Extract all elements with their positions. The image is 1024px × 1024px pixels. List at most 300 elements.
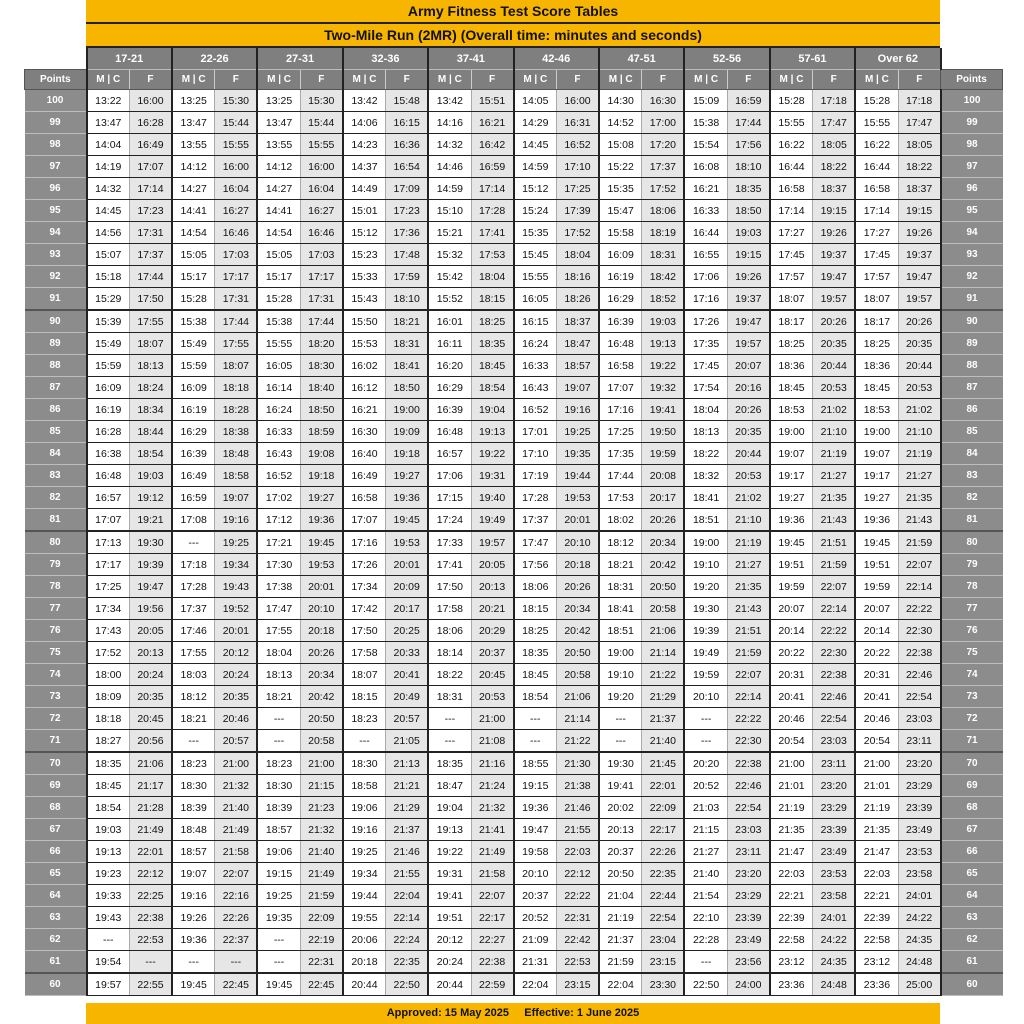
female-time-cell: 21:37 bbox=[386, 819, 428, 841]
male-combined-time-cell: 19:10 bbox=[684, 554, 727, 576]
female-time-cell: 19:45 bbox=[300, 531, 342, 554]
points-cell: 68 bbox=[25, 797, 87, 819]
male-combined-time-cell: 17:42 bbox=[343, 598, 386, 620]
female-time-cell: 20:25 bbox=[386, 620, 428, 642]
points-cell: 67 bbox=[941, 819, 1003, 841]
female-time-cell: 21:19 bbox=[813, 443, 855, 465]
female-time-cell: 19:12 bbox=[130, 487, 172, 509]
female-time-cell: 23:11 bbox=[727, 841, 769, 863]
table-row bbox=[25, 841, 1003, 863]
male-combined-time-cell: 17:35 bbox=[599, 443, 642, 465]
table-row bbox=[25, 620, 1003, 642]
male-combined-time-cell: --- bbox=[87, 929, 130, 951]
table-row bbox=[25, 377, 1003, 399]
male-combined-time-cell: 18:25 bbox=[514, 620, 557, 642]
male-combined-time-cell: 16:19 bbox=[87, 399, 130, 421]
points-cell: 92 bbox=[941, 266, 1003, 288]
male-combined-time-cell: 18:51 bbox=[684, 509, 727, 532]
male-combined-time-cell: 18:36 bbox=[855, 355, 898, 377]
female-time-cell: 23:58 bbox=[813, 885, 855, 907]
male-combined-time-cell: 17:07 bbox=[599, 377, 642, 399]
female-time-cell: 22:01 bbox=[642, 775, 684, 797]
male-combined-time-cell: 19:03 bbox=[87, 819, 130, 841]
male-combined-time-cell: 19:13 bbox=[87, 841, 130, 863]
female-time-cell: 21:30 bbox=[557, 752, 599, 775]
female-time-cell: 20:44 bbox=[898, 355, 940, 377]
male-combined-time-cell: 17:28 bbox=[514, 487, 557, 509]
male-combined-time-cell: 19:10 bbox=[599, 664, 642, 686]
male-combined-time-cell: 18:17 bbox=[855, 310, 898, 333]
female-time-cell: 20:44 bbox=[813, 355, 855, 377]
male-combined-time-cell: 20:22 bbox=[770, 642, 813, 664]
female-time-cell: 22:53 bbox=[130, 929, 172, 951]
points-cell: 79 bbox=[941, 554, 1003, 576]
male-combined-time-cell: 19:45 bbox=[855, 531, 898, 554]
female-time-cell: 17:44 bbox=[727, 112, 769, 134]
male-combined-time-cell: 23:36 bbox=[855, 973, 898, 996]
table-row bbox=[25, 576, 1003, 598]
female-time-cell: 19:21 bbox=[130, 509, 172, 532]
male-combined-time-cell: --- bbox=[172, 531, 215, 554]
male-combined-time-cell: 19:06 bbox=[257, 841, 300, 863]
male-combined-time-cell: 16:33 bbox=[514, 355, 557, 377]
female-time-cell: 19:03 bbox=[130, 465, 172, 487]
male-combined-time-cell: 14:06 bbox=[343, 112, 386, 134]
male-combined-time-cell: 18:32 bbox=[684, 465, 727, 487]
male-combined-time-cell: 17:19 bbox=[514, 465, 557, 487]
female-column-header: F bbox=[471, 70, 513, 90]
points-cell: 90 bbox=[25, 310, 87, 333]
male-combined-time-cell: 14:30 bbox=[599, 90, 642, 112]
female-time-cell: 21:51 bbox=[727, 620, 769, 642]
female-time-cell: 17:36 bbox=[386, 222, 428, 244]
female-time-cell: 22:26 bbox=[642, 841, 684, 863]
female-time-cell: 16:36 bbox=[386, 134, 428, 156]
female-time-cell: 20:05 bbox=[130, 620, 172, 642]
male-combined-time-cell: 15:12 bbox=[343, 222, 386, 244]
male-combined-time-cell: 20:31 bbox=[855, 664, 898, 686]
male-combined-time-cell: 19:36 bbox=[514, 797, 557, 819]
female-time-cell: 17:14 bbox=[471, 178, 513, 200]
female-time-cell: 21:40 bbox=[642, 730, 684, 753]
effective-date: Effective: 1 June 2025 bbox=[524, 1007, 640, 1019]
male-combined-time-cell: 14:45 bbox=[87, 200, 130, 222]
female-time-cell: 20:21 bbox=[471, 598, 513, 620]
male-combined-time-cell: 18:30 bbox=[343, 752, 386, 775]
female-time-cell: 19:40 bbox=[471, 487, 513, 509]
points-cell: 95 bbox=[941, 200, 1003, 222]
male-combined-time-cell: 17:14 bbox=[770, 200, 813, 222]
female-time-cell: 20:42 bbox=[300, 686, 342, 708]
female-time-cell: 21:41 bbox=[471, 819, 513, 841]
female-time-cell: 17:55 bbox=[215, 333, 257, 355]
female-time-cell: 17:17 bbox=[300, 266, 342, 288]
female-time-cell: 20:46 bbox=[215, 708, 257, 730]
male-combined-time-cell: 15:59 bbox=[172, 355, 215, 377]
points-cell: 75 bbox=[25, 642, 87, 664]
female-time-cell: 15:44 bbox=[300, 112, 342, 134]
male-combined-time-cell: 15:17 bbox=[172, 266, 215, 288]
male-combined-time-cell: 16:11 bbox=[428, 333, 471, 355]
male-combined-time-cell: 15:18 bbox=[87, 266, 130, 288]
points-column-header: Points bbox=[941, 70, 1003, 90]
table-row bbox=[25, 775, 1003, 797]
points-cell: 85 bbox=[25, 421, 87, 443]
male-combined-time-cell: 15:09 bbox=[684, 90, 727, 112]
male-combined-time-cell: 17:47 bbox=[257, 598, 300, 620]
points-cell: 72 bbox=[25, 708, 87, 730]
age-group-header: 17-21 bbox=[87, 48, 172, 70]
male-combined-time-cell: 21:19 bbox=[770, 797, 813, 819]
female-time-cell: 19:47 bbox=[813, 266, 855, 288]
female-time-cell: 20:45 bbox=[471, 664, 513, 686]
table-row bbox=[25, 355, 1003, 377]
male-combined-time-cell: 18:31 bbox=[599, 576, 642, 598]
male-combined-time-cell: 19:27 bbox=[770, 487, 813, 509]
female-time-cell: 19:36 bbox=[300, 509, 342, 532]
female-time-cell: 22:12 bbox=[130, 863, 172, 885]
table-row bbox=[25, 310, 1003, 333]
male-combined-time-cell: 20:50 bbox=[599, 863, 642, 885]
female-time-cell: 22:46 bbox=[813, 686, 855, 708]
female-time-cell: 20:34 bbox=[300, 664, 342, 686]
female-time-cell: --- bbox=[130, 951, 172, 974]
female-time-cell: 17:47 bbox=[898, 112, 940, 134]
female-time-cell: 23:39 bbox=[898, 797, 940, 819]
male-combined-time-cell: --- bbox=[684, 951, 727, 974]
female-time-cell: 18:57 bbox=[557, 355, 599, 377]
male-combined-time-cell: 21:15 bbox=[684, 819, 727, 841]
male-combined-time-cell: 18:06 bbox=[514, 576, 557, 598]
male-combined-time-cell: 18:47 bbox=[428, 775, 471, 797]
female-time-cell: 17:44 bbox=[215, 310, 257, 333]
female-time-cell: 22:38 bbox=[813, 664, 855, 686]
male-combined-time-cell: 16:29 bbox=[172, 421, 215, 443]
male-combined-time-cell: 18:39 bbox=[172, 797, 215, 819]
female-time-cell: 16:49 bbox=[130, 134, 172, 156]
points-cell: 61 bbox=[25, 951, 87, 974]
male-combined-time-cell: 13:42 bbox=[343, 90, 386, 112]
male-combined-column-header: M | C bbox=[684, 70, 727, 90]
female-time-cell: 19:47 bbox=[130, 576, 172, 598]
male-combined-time-cell: 18:15 bbox=[343, 686, 386, 708]
female-time-cell: 17:52 bbox=[642, 178, 684, 200]
male-combined-time-cell: 15:38 bbox=[257, 310, 300, 333]
female-time-cell: 18:47 bbox=[557, 333, 599, 355]
male-combined-time-cell: 14:16 bbox=[428, 112, 471, 134]
female-time-cell: 18:21 bbox=[386, 310, 428, 333]
male-combined-time-cell: 17:12 bbox=[257, 509, 300, 532]
points-cell: 98 bbox=[941, 134, 1003, 156]
female-time-cell: 21:24 bbox=[471, 775, 513, 797]
points-cell: 84 bbox=[25, 443, 87, 465]
female-time-cell: 21:45 bbox=[642, 752, 684, 775]
male-combined-time-cell: 17:30 bbox=[257, 554, 300, 576]
male-combined-time-cell: 14:49 bbox=[343, 178, 386, 200]
male-combined-time-cell: 16:49 bbox=[172, 465, 215, 487]
male-combined-time-cell: 20:24 bbox=[428, 951, 471, 974]
female-time-cell: 22:24 bbox=[386, 929, 428, 951]
female-time-cell: 16:54 bbox=[386, 156, 428, 178]
female-time-cell: 16:27 bbox=[215, 200, 257, 222]
female-time-cell: 21:43 bbox=[898, 509, 940, 532]
female-time-cell: 21:19 bbox=[727, 531, 769, 554]
female-time-cell: 20:09 bbox=[386, 576, 428, 598]
male-combined-time-cell: 16:40 bbox=[343, 443, 386, 465]
female-time-cell: 21:32 bbox=[300, 819, 342, 841]
female-time-cell: 20:26 bbox=[727, 399, 769, 421]
female-time-cell: 18:50 bbox=[300, 399, 342, 421]
male-combined-time-cell: 17:06 bbox=[428, 465, 471, 487]
table-row bbox=[25, 90, 1003, 112]
female-time-cell: 19:39 bbox=[130, 554, 172, 576]
male-combined-time-cell: 15:21 bbox=[428, 222, 471, 244]
male-combined-time-cell: 16:19 bbox=[599, 266, 642, 288]
female-time-cell: 23:20 bbox=[898, 752, 940, 775]
male-combined-time-cell: 18:07 bbox=[855, 288, 898, 311]
male-combined-time-cell: 22:58 bbox=[770, 929, 813, 951]
female-time-cell: 20:35 bbox=[215, 686, 257, 708]
female-time-cell: 19:31 bbox=[471, 465, 513, 487]
male-combined-time-cell: 21:40 bbox=[684, 863, 727, 885]
female-time-cell: 17:37 bbox=[642, 156, 684, 178]
male-combined-time-cell: 20:07 bbox=[855, 598, 898, 620]
female-time-cell: 22:27 bbox=[471, 929, 513, 951]
female-time-cell: 22:16 bbox=[215, 885, 257, 907]
points-cell: 66 bbox=[25, 841, 87, 863]
female-time-cell: 22:26 bbox=[215, 907, 257, 929]
female-time-cell: 22:46 bbox=[727, 775, 769, 797]
male-combined-time-cell: 18:04 bbox=[257, 642, 300, 664]
male-combined-time-cell: 19:36 bbox=[172, 929, 215, 951]
male-combined-time-cell: 15:52 bbox=[428, 288, 471, 311]
female-time-cell: 17:23 bbox=[386, 200, 428, 222]
points-cell: 82 bbox=[941, 487, 1003, 509]
female-time-cell: 20:58 bbox=[557, 664, 599, 686]
male-combined-time-cell: --- bbox=[514, 708, 557, 730]
female-time-cell: 15:48 bbox=[386, 90, 428, 112]
female-time-cell: 25:00 bbox=[898, 973, 940, 996]
female-time-cell: 21:23 bbox=[300, 797, 342, 819]
female-time-cell: 21:21 bbox=[386, 775, 428, 797]
male-combined-time-cell: 17:25 bbox=[599, 421, 642, 443]
points-cell: 80 bbox=[941, 531, 1003, 554]
male-combined-time-cell: 18:22 bbox=[428, 664, 471, 686]
female-time-cell: 22:12 bbox=[557, 863, 599, 885]
male-combined-time-cell: 15:05 bbox=[172, 244, 215, 266]
female-time-cell: 21:06 bbox=[642, 620, 684, 642]
male-combined-time-cell: 15:28 bbox=[855, 90, 898, 112]
male-combined-time-cell: 21:54 bbox=[684, 885, 727, 907]
male-combined-time-cell: 22:21 bbox=[855, 885, 898, 907]
male-combined-time-cell: 14:41 bbox=[172, 200, 215, 222]
female-column-header: F bbox=[642, 70, 684, 90]
female-time-cell: 22:38 bbox=[471, 951, 513, 974]
male-combined-time-cell: 18:45 bbox=[514, 664, 557, 686]
male-combined-time-cell: 23:36 bbox=[770, 973, 813, 996]
table-row bbox=[25, 598, 1003, 620]
female-time-cell: 19:52 bbox=[215, 598, 257, 620]
male-combined-time-cell: 15:58 bbox=[599, 222, 642, 244]
points-cell: 60 bbox=[25, 973, 87, 996]
female-time-cell: 16:00 bbox=[130, 90, 172, 112]
female-time-cell: 16:00 bbox=[300, 156, 342, 178]
male-combined-time-cell: 18:53 bbox=[770, 399, 813, 421]
female-time-cell: 21:27 bbox=[813, 465, 855, 487]
male-combined-time-cell: 17:58 bbox=[343, 642, 386, 664]
male-combined-time-cell: 18:39 bbox=[257, 797, 300, 819]
male-combined-time-cell: 22:50 bbox=[684, 973, 727, 996]
male-combined-time-cell: 16:43 bbox=[257, 443, 300, 465]
male-combined-time-cell: 16:58 bbox=[343, 487, 386, 509]
female-time-cell: 20:24 bbox=[130, 664, 172, 686]
female-time-cell: 20:01 bbox=[300, 576, 342, 598]
female-time-cell: 21:16 bbox=[471, 752, 513, 775]
points-cell: 66 bbox=[941, 841, 1003, 863]
male-combined-time-cell: 17:57 bbox=[770, 266, 813, 288]
male-combined-time-cell: 17:45 bbox=[855, 244, 898, 266]
points-cell: 92 bbox=[25, 266, 87, 288]
male-combined-time-cell: 19:15 bbox=[257, 863, 300, 885]
male-combined-time-cell: 18:12 bbox=[172, 686, 215, 708]
male-combined-time-cell: 17:38 bbox=[257, 576, 300, 598]
female-time-cell: 20:12 bbox=[215, 642, 257, 664]
male-combined-time-cell: 17:06 bbox=[684, 266, 727, 288]
male-combined-time-cell: 21:03 bbox=[684, 797, 727, 819]
male-combined-time-cell: 19:00 bbox=[684, 531, 727, 554]
table-row bbox=[25, 465, 1003, 487]
male-combined-time-cell: 15:38 bbox=[684, 112, 727, 134]
male-combined-time-cell: 16:15 bbox=[514, 310, 557, 333]
female-time-cell: 19:53 bbox=[386, 531, 428, 554]
female-time-cell: 20:35 bbox=[727, 421, 769, 443]
male-combined-time-cell: 18:25 bbox=[770, 333, 813, 355]
female-time-cell: 23:49 bbox=[813, 841, 855, 863]
points-cell: 76 bbox=[941, 620, 1003, 642]
points-cell: 97 bbox=[941, 156, 1003, 178]
male-combined-time-cell: 19:41 bbox=[599, 775, 642, 797]
age-group-header: 22-26 bbox=[172, 48, 257, 70]
female-time-cell: 17:39 bbox=[557, 200, 599, 222]
male-combined-time-cell: 17:54 bbox=[684, 377, 727, 399]
male-combined-time-cell: 20:46 bbox=[770, 708, 813, 730]
female-time-cell: 21:08 bbox=[471, 730, 513, 753]
male-combined-time-cell: 19:04 bbox=[428, 797, 471, 819]
male-combined-time-cell: 19:23 bbox=[87, 863, 130, 885]
female-time-cell: 17:18 bbox=[813, 90, 855, 112]
male-combined-time-cell: 15:45 bbox=[514, 244, 557, 266]
male-combined-time-cell: 16:38 bbox=[87, 443, 130, 465]
female-column-header: F bbox=[898, 70, 940, 90]
male-combined-time-cell: 15:33 bbox=[343, 266, 386, 288]
female-time-cell: 19:18 bbox=[300, 465, 342, 487]
male-combined-time-cell: 16:05 bbox=[514, 288, 557, 311]
female-time-cell: 20:35 bbox=[898, 333, 940, 355]
female-time-cell: 20:26 bbox=[642, 509, 684, 532]
points-cell: 93 bbox=[941, 244, 1003, 266]
table-row bbox=[25, 554, 1003, 576]
male-combined-time-cell: 18:30 bbox=[257, 775, 300, 797]
female-time-cell: 22:22 bbox=[727, 708, 769, 730]
points-cell: 63 bbox=[25, 907, 87, 929]
female-time-cell: 19:13 bbox=[471, 421, 513, 443]
female-time-cell: 18:13 bbox=[130, 355, 172, 377]
male-combined-time-cell: 16:52 bbox=[257, 465, 300, 487]
female-time-cell: 18:44 bbox=[130, 421, 172, 443]
points-cell: 94 bbox=[25, 222, 87, 244]
male-combined-time-cell: 18:21 bbox=[599, 554, 642, 576]
female-time-cell: 18:35 bbox=[471, 333, 513, 355]
points-cell: 91 bbox=[25, 288, 87, 311]
female-time-cell: 21:00 bbox=[215, 752, 257, 775]
male-combined-time-cell: 19:57 bbox=[87, 973, 130, 996]
female-time-cell: 21:49 bbox=[130, 819, 172, 841]
female-time-cell: 21:59 bbox=[727, 642, 769, 664]
female-time-cell: 16:04 bbox=[300, 178, 342, 200]
points-cell: 64 bbox=[25, 885, 87, 907]
male-combined-time-cell: 19:07 bbox=[172, 863, 215, 885]
male-combined-time-cell: 19:00 bbox=[855, 421, 898, 443]
male-combined-time-cell: 15:54 bbox=[684, 134, 727, 156]
male-combined-time-cell: 16:57 bbox=[87, 487, 130, 509]
female-time-cell: 21:32 bbox=[215, 775, 257, 797]
female-time-cell: 24:00 bbox=[727, 973, 769, 996]
male-combined-time-cell: 15:08 bbox=[599, 134, 642, 156]
points-cell: 94 bbox=[941, 222, 1003, 244]
male-combined-time-cell: 15:38 bbox=[172, 310, 215, 333]
male-combined-time-cell: 17:26 bbox=[343, 554, 386, 576]
female-time-cell: 21:29 bbox=[386, 797, 428, 819]
female-time-cell: 23:11 bbox=[898, 730, 940, 753]
female-time-cell: 19:35 bbox=[557, 443, 599, 465]
male-combined-time-cell: 22:21 bbox=[770, 885, 813, 907]
male-combined-time-cell: 19:47 bbox=[514, 819, 557, 841]
points-cell: 80 bbox=[25, 531, 87, 554]
male-combined-column-header: M | C bbox=[87, 70, 130, 90]
male-combined-time-cell: 20:18 bbox=[343, 951, 386, 974]
table-row bbox=[25, 134, 1003, 156]
female-time-cell: 23:29 bbox=[898, 775, 940, 797]
table-row bbox=[25, 885, 1003, 907]
female-time-cell: 19:45 bbox=[386, 509, 428, 532]
female-time-cell: 18:05 bbox=[898, 134, 940, 156]
female-time-cell: 21:28 bbox=[130, 797, 172, 819]
male-combined-time-cell: 18:03 bbox=[172, 664, 215, 686]
age-group-header: 42-46 bbox=[514, 48, 599, 70]
female-time-cell: 20:26 bbox=[898, 310, 940, 333]
male-combined-time-cell: 15:28 bbox=[172, 288, 215, 311]
table-row bbox=[25, 819, 1003, 841]
points-cell: 72 bbox=[941, 708, 1003, 730]
female-time-cell: 22:17 bbox=[471, 907, 513, 929]
female-time-cell: 19:13 bbox=[642, 333, 684, 355]
male-combined-time-cell: 13:42 bbox=[428, 90, 471, 112]
female-time-cell: 24:22 bbox=[813, 929, 855, 951]
female-time-cell: 19:57 bbox=[898, 288, 940, 311]
female-time-cell: 21:46 bbox=[386, 841, 428, 863]
female-time-cell: 16:04 bbox=[215, 178, 257, 200]
female-time-cell: 20:58 bbox=[642, 598, 684, 620]
male-combined-time-cell: 14:32 bbox=[87, 178, 130, 200]
points-cell: 89 bbox=[25, 333, 87, 355]
male-combined-time-cell: 17:37 bbox=[172, 598, 215, 620]
male-combined-time-cell: 17:34 bbox=[343, 576, 386, 598]
female-time-cell: 17:44 bbox=[130, 266, 172, 288]
table-row bbox=[25, 642, 1003, 664]
female-time-cell: 17:37 bbox=[130, 244, 172, 266]
male-combined-time-cell: 15:35 bbox=[599, 178, 642, 200]
male-combined-time-cell: 15:24 bbox=[514, 200, 557, 222]
